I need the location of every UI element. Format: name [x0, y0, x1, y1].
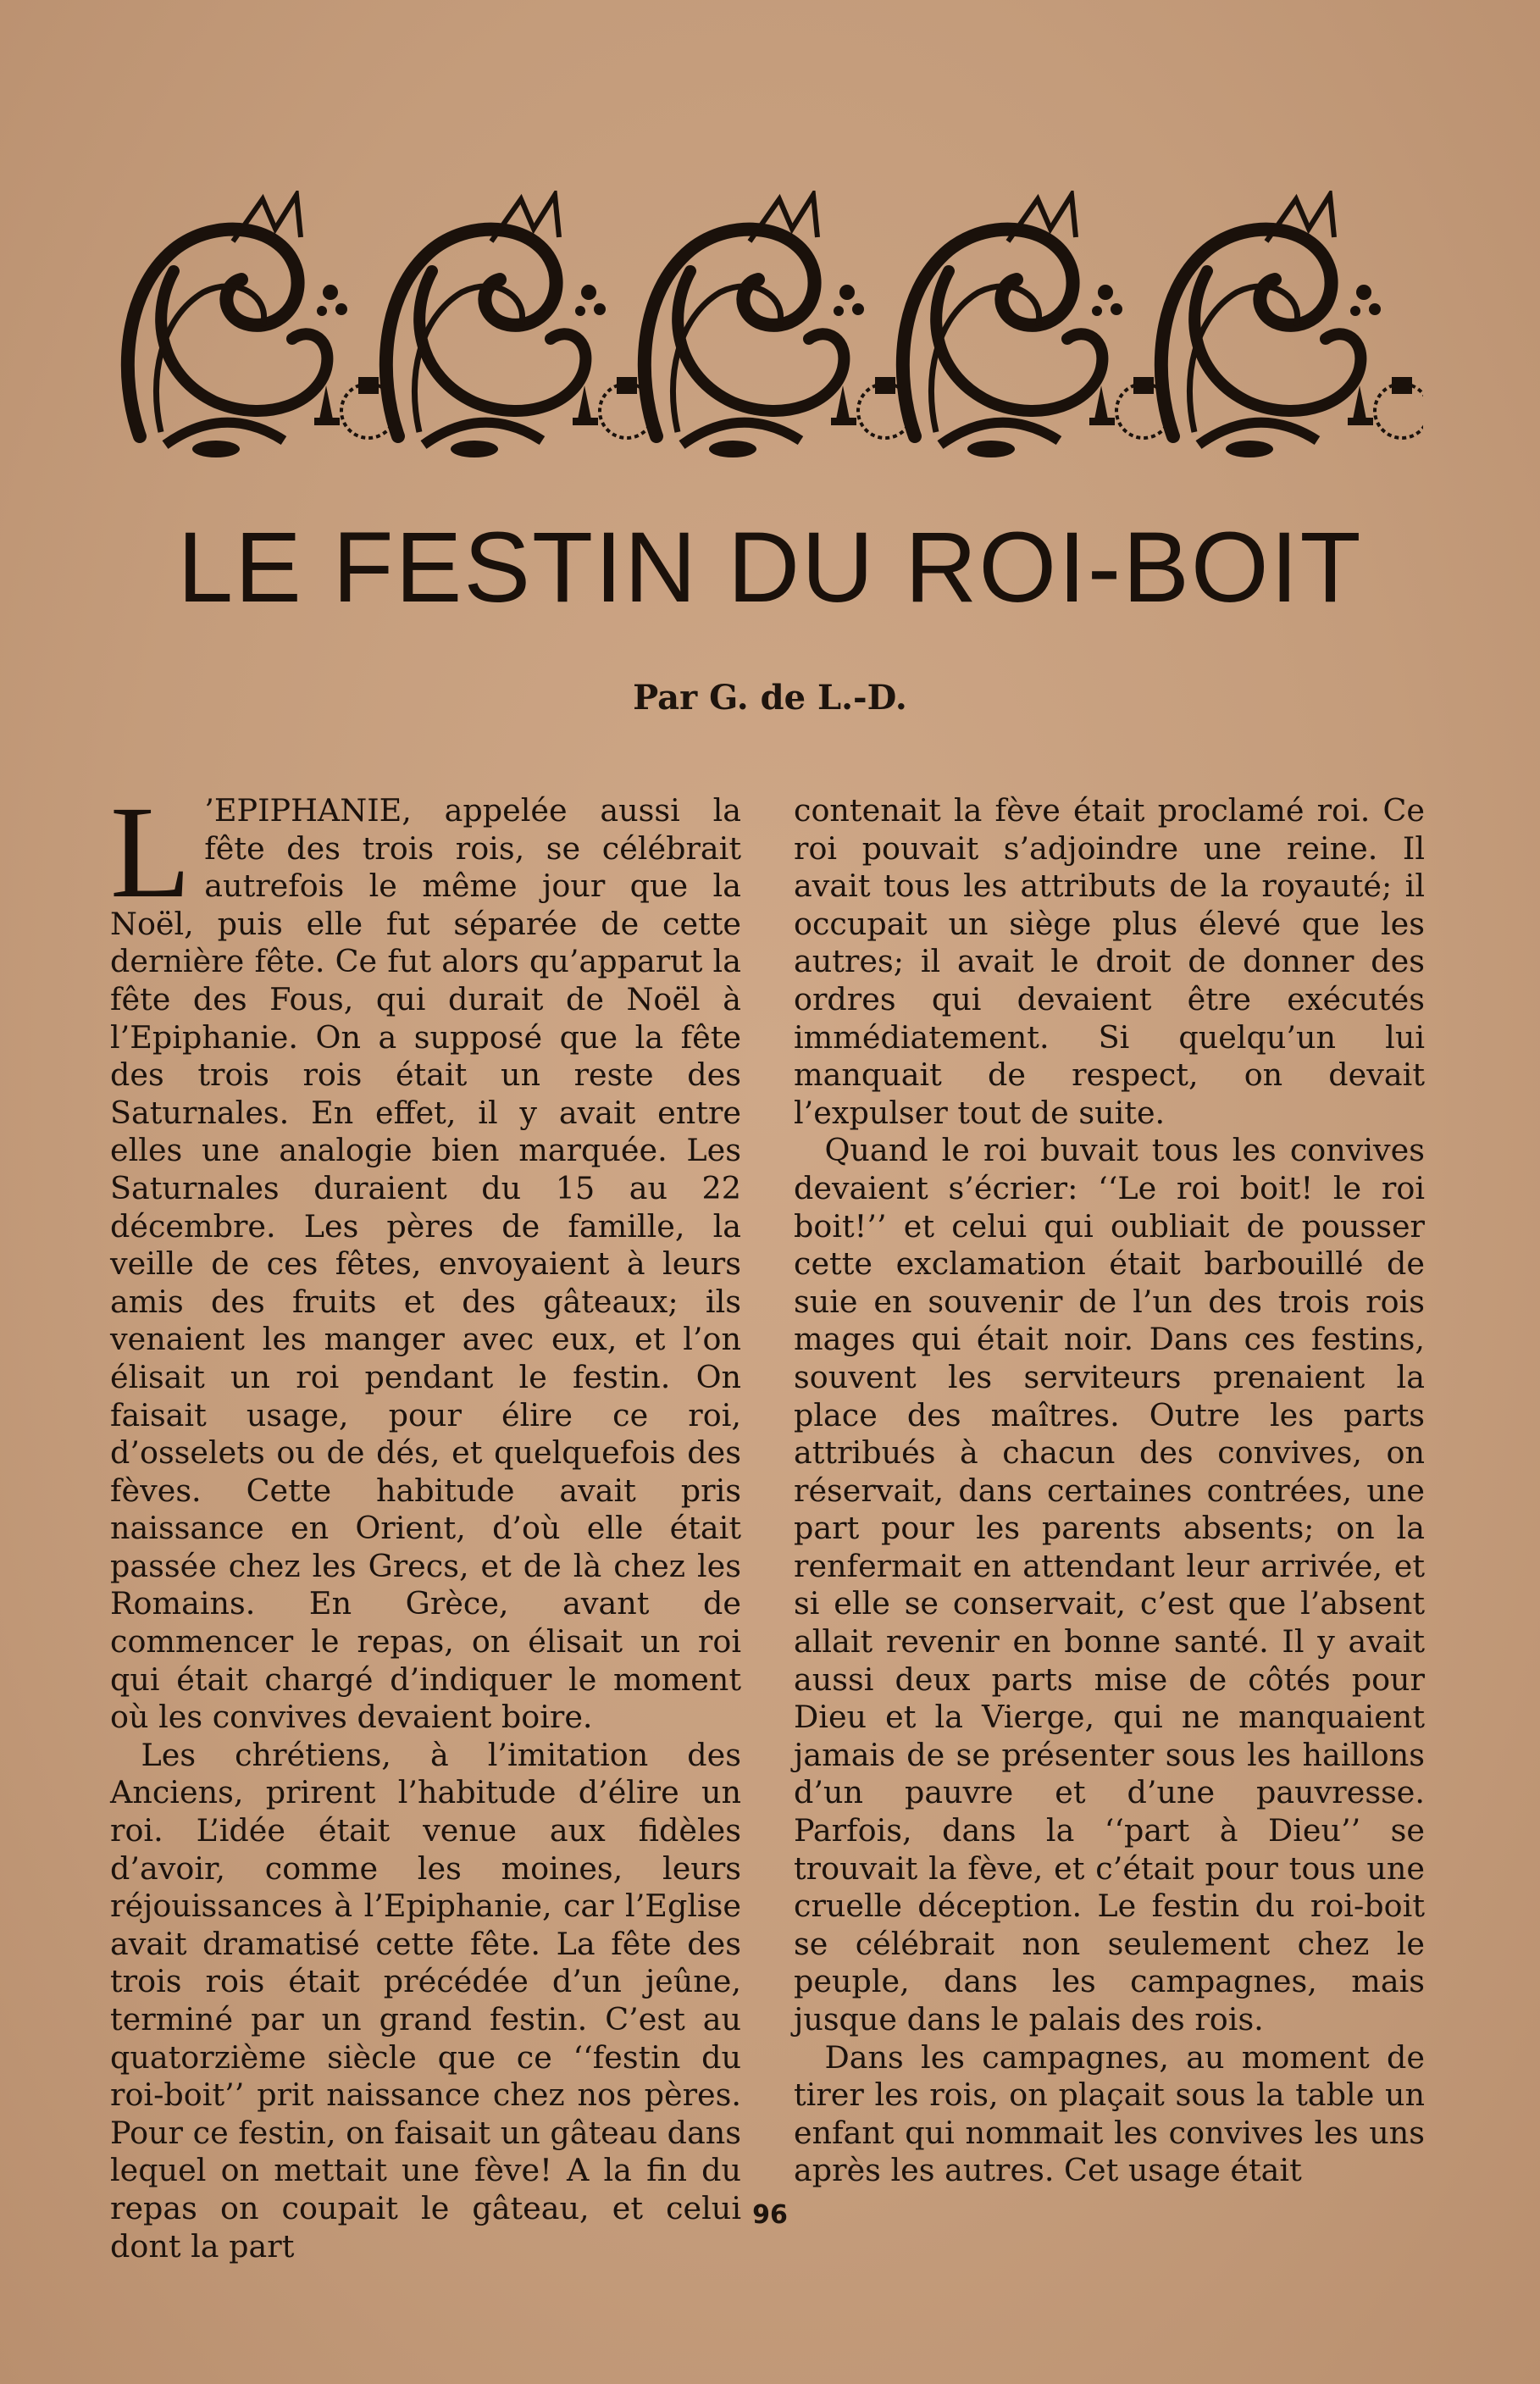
right-column	[794, 792, 1425, 2190]
left-column	[110, 779, 741, 2265]
drop-cap: L	[110, 779, 191, 925]
article-title: LE FESTIN DU ROI-BOIT	[177, 512, 1363, 624]
page-number: 96	[752, 2200, 788, 2230]
article-byline: Par G. de L.-D.	[633, 678, 907, 718]
paragraph	[110, 779, 741, 1737]
paisley-scroll-border-icon	[114, 191, 1423, 470]
paragraph: Les chrétiens, à l’imitation des Anciens, prirent l’habitude d’élire un roi. L’idée était venue aux fidèles d’avoir, comme les moines, leurs réjouissances à l’Epiphanie, car l’Eglise avait dramatisé cette fête. La fête des trois rois était précédée d’un jeûne, terminé par un grand festin. C’est au quatorzième siècle que ce ‘‘festin du roi-boit’’ prit naissance chez nos pères. Pour ce festin, on faisait un gâteau dans lequel on mettait une fève! A la fin du repas on coupait le gâteau, et celui dont la part	[110, 1736, 741, 2265]
paragraph: Dans les campagnes, au moment de tirer les rois, on plaçait sous la table un enfant qui nommait les convives les uns après les autres. Cet usage était	[794, 2038, 1425, 2189]
paragraph: contenait la fève était proclamé roi. Ce roi pouvait s’adjoindre une reine. Il avait tous les attributs de la royauté; il occupait un siège plus élevé que les autres; il avait le droit de donner des ordres qui devaient être exécutés immédiatement. Si quelqu’un lui manquait de respect, on devait l’expulser tout de suite.	[794, 792, 1425, 1131]
paragraph-text: ’EPIPHANIE, appelée aussi la fête des trois rois, se célébrait autrefois le même jour que la Noël, puis elle fut séparée de cette dernière fête. Ce fut alors qu’apparut la fête des Fous, qui durait de Noël à l’Epiphanie. On a supposé que la fête des trois rois était un reste des Saturnales. En effet, il y avait entre elles une analogie bien marquée. Les Saturnales duraient du 15 au 22 décembre. Les pères de famille, la veille de ces fêtes, envoyaient à leurs amis des fruits et des gâteaux; ils venaient les manger avec eux, et l’on élisait un roi pendant le festin. On faisait usage, pour élire ce roi, d’osselets ou de dés, et quelquefois des fèves. Cette habitude avait pris naissance en Orient, d’où elle était passée chez les Grecs, et de là chez les Romains. En Grèce, avant de commencer le repas, on élisait un roi qui était chargé d’indiquer le moment où les convives devaient boire.	[110, 792, 741, 1736]
paragraph: Quand le roi buvait tous les convives devaient s’écrier: ‘‘Le roi boit! le roi boit!’’ et celui qui oubliait de pousser cette exclamation était barbouillé de suie en souvenir de l’un des trois rois mages qui était noir. Dans ces festins, souvent les serviteurs prenaient la place des maîtres. Outre les parts attribués à chacun des convives, on réservait, dans certaines contrées, une part pour les parents absents; on la renfermait en attendant leur arrivée, et si elle se conservait, c’est que l’absent allait revenir en bonne santé. Il y avait aussi deux parts mise de côtés pour Dieu et la Vierge, qui ne manquaient jamais de se présenter sous les haillons d’un pauvre et d’une pauvresse. Parfois, dans la ‘‘part à Dieu’’ se trouvait la fève, et c’était pour tous une cruelle déception. Le festin du roi-boit se célébrait non seulement chez le peuple, dans les campagnes, mais jusque dans le palais des rois.	[794, 1132, 1425, 2037]
